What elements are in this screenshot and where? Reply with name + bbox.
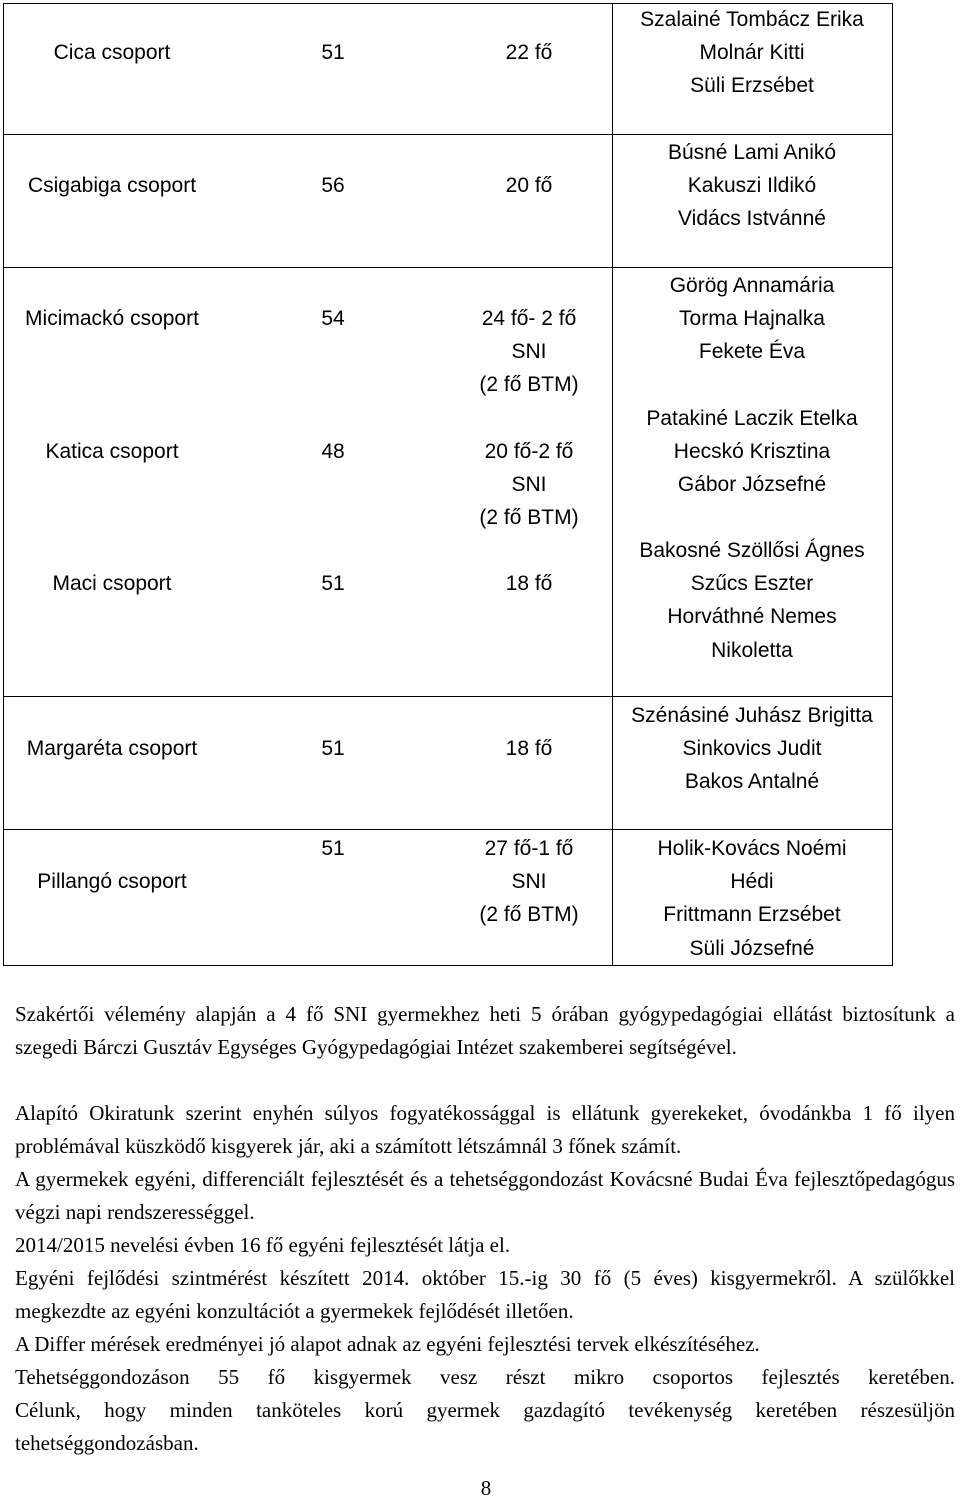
group-name: Margaréta csoport (26, 737, 198, 760)
group-teachers (668, 136, 836, 236)
row-divider (4, 829, 893, 830)
body-paragraph: A Differ mérések eredményei jó alapot adnak az egyéni fejlesztési tervek elkészítéséhez. (15, 1332, 760, 1356)
group-teachers (631, 699, 873, 799)
teacher-name: Frittmann Erzsébet (663, 903, 841, 927)
body-paragraph: 2014/2015 nevelési évben 16 fő egyéni fejlesztését látja el. (15, 1233, 511, 1257)
teacher-name: Süli Erzsébet (690, 74, 814, 98)
group-count-line: (2 fő BTM) (479, 903, 579, 927)
body-paragraph: Egyéni fejlődési szintmérést készített 2014. október 15.-ig 30 fő (5 éves) kisgyermekről. A szülőkkel megkezdte az egyéni konzultációt a gyermekek fejlődését illetően. (15, 1266, 955, 1323)
teacher-name: Sinkovics Judit (682, 737, 822, 761)
teacher-name: Kakuszi Ildikó (687, 174, 817, 198)
teacher-name: Gábor Józsefné (677, 473, 827, 497)
teacher-name: Fekete Éva (698, 340, 806, 364)
teacher-name: Szűcs Eszter (690, 572, 814, 596)
body-paragraph: Szakértői vélemény alapján a 4 fő SNI gyermekhez heti 5 órában gyógypedagógiai ellátást biztosítunk a szegedi Bárczi Gusztáv Egységes Gyógypedagógiai Intézet szakemberei segítségével. (15, 1002, 955, 1059)
group-count (506, 567, 553, 600)
group-number: 51 (321, 837, 345, 860)
group-count-line: 20 fő-2 fő (484, 440, 574, 463)
teacher-name: Süli Józsefné (689, 936, 815, 960)
group-name: Csigabiga csoport (27, 174, 197, 197)
group-name: Pillangó csoport (37, 870, 187, 893)
group-count (479, 302, 578, 402)
body-paragraph: Célunk, hogy minden tanköteles korú gyermek gazdagító tevékenység keretében részesüljön tehetséggondozásban. (15, 1398, 955, 1455)
group-name: Cica csoport (53, 41, 171, 64)
group-name: Micimackó csoport (25, 307, 199, 330)
body-paragraph: Alapító Okiratunk szerint enyhén súlyos fogyatékossággal is ellátunk gyerekeket, óvodánkba 1 fő ilyen problémával küszködő kisgyerek jár, aki a számított létszámnál 3 főnek számít. (15, 1101, 955, 1158)
column-divider (612, 4, 613, 965)
teacher-name: Hecskó Krisztina (673, 440, 831, 464)
group-number: 48 (321, 440, 345, 463)
group-count-line: 18 fő (505, 572, 553, 595)
group-number: 51 (321, 572, 345, 595)
group-count-line: (2 fő BTM) (479, 373, 579, 397)
body-paragraph: A gyermekek egyéni, differenciált fejlesztését és a tehetséggondozást Kovácsné Budai Éva fejlesztőpedagógus végzi napi rendszerességgel. (15, 1167, 955, 1224)
group-teachers (657, 832, 846, 965)
group-count-line: 24 fő- 2 fő (481, 307, 577, 330)
group-count (479, 435, 578, 535)
group-number: 56 (321, 174, 345, 197)
teacher-name: Torma Hajnalka (679, 307, 825, 331)
teacher-name: Nikoletta (711, 638, 793, 662)
group-teachers (639, 534, 864, 667)
teacher-name: Szénásiné Juhász Brigitta (631, 704, 873, 727)
group-count-line: (2 fő BTM) (479, 506, 579, 530)
teacher-name: Hédi (730, 870, 774, 894)
teacher-name: Görög Annamária (669, 274, 835, 297)
group-teachers (670, 269, 835, 369)
teacher-name: Bakosné Szöllősi Ágnes (639, 539, 865, 562)
teacher-name: Holik-Kovács Noémi (657, 837, 847, 860)
group-count-line: 22 fő (505, 41, 553, 64)
teacher-name: Molnár Kitti (699, 41, 805, 65)
group-count-line: SNI (511, 473, 547, 497)
group-name: Katica csoport (45, 440, 179, 463)
group-count-line: 18 fő (505, 737, 553, 760)
row-divider (4, 134, 893, 135)
group-number: 54 (321, 307, 345, 330)
row-divider (4, 696, 893, 697)
group-count-line: SNI (511, 340, 547, 364)
teacher-name: Bakos Antalné (684, 770, 820, 794)
row-divider (4, 267, 893, 268)
group-count (506, 732, 553, 765)
teacher-name: Vidács Istvánné (678, 207, 826, 231)
group-count-line: 27 fő-1 fő (484, 837, 574, 860)
group-count (479, 832, 578, 932)
group-teachers (646, 402, 857, 502)
group-count (506, 36, 553, 69)
group-name: Maci csoport (52, 572, 172, 595)
column-divider (892, 4, 893, 965)
page-number: 8 (480, 1476, 492, 1500)
group-count (506, 169, 553, 202)
teacher-name: Búsné Lami Anikó (667, 141, 837, 164)
teacher-name: Szalainé Tombácz Erika (640, 8, 864, 31)
group-count-line: 20 fő (505, 174, 553, 197)
group-number: 51 (321, 41, 345, 64)
teacher-name: Patakiné Laczik Etelka (646, 407, 858, 430)
group-count-line: SNI (511, 870, 547, 894)
group-number: 51 (321, 737, 345, 760)
teacher-name: Horváthné Nemes (667, 605, 837, 629)
group-teachers (640, 3, 864, 103)
body-paragraph: Tehetséggondozáson 55 fő kisgyermek vesz részt mikro csoportos fejlesztés keretében. (15, 1365, 955, 1389)
